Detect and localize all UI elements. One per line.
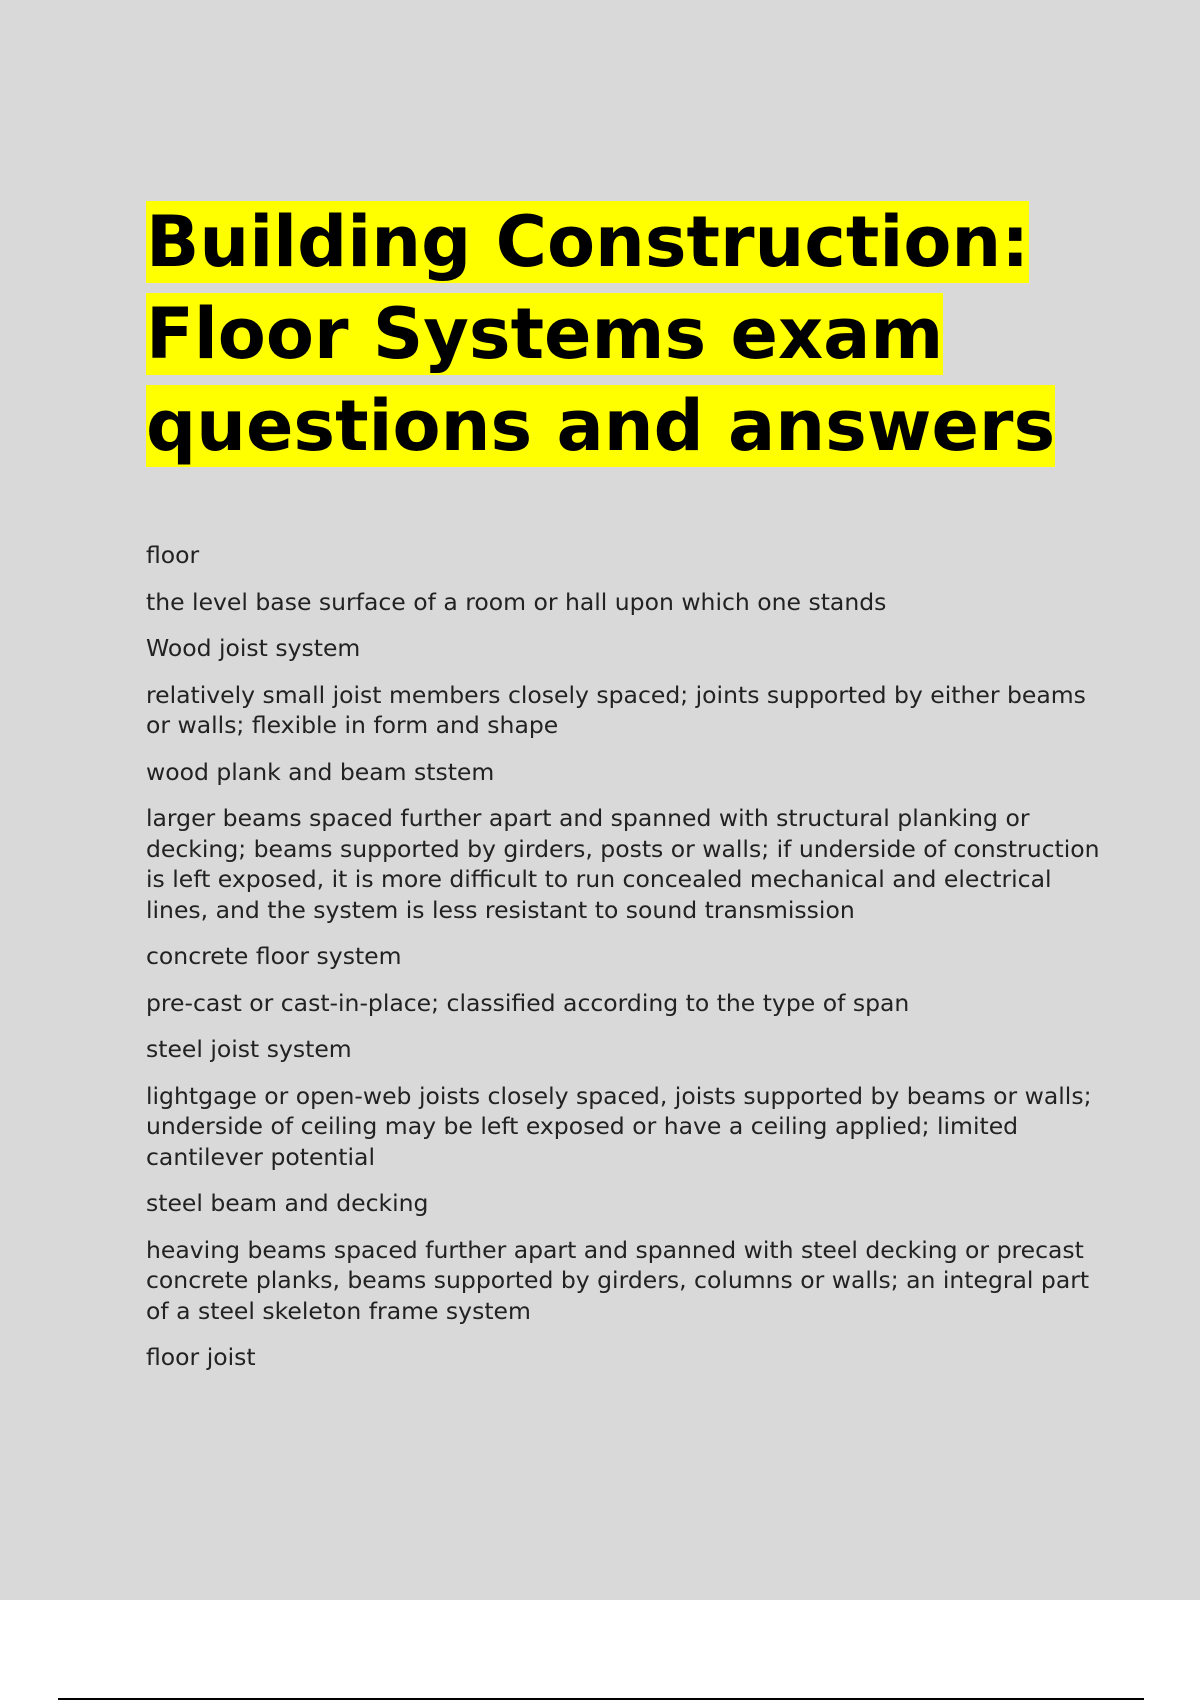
qa-term: steel beam and decking bbox=[146, 1189, 429, 1217]
qa-term: floor bbox=[146, 541, 200, 569]
qa-term: floor joist bbox=[146, 1343, 256, 1371]
title-line-3: questions and answers bbox=[146, 385, 1056, 467]
title-line-2: Floor Systems exam bbox=[146, 293, 944, 375]
qa-definition: pre-cast or cast-in-place; classified according to the type of span bbox=[146, 988, 910, 1017]
qa-definition: relatively small joist members closely spaced; joints supported by either beams or walls; flexible in form and shape bbox=[146, 680, 1086, 739]
document-content bbox=[146, 196, 1106, 1389]
qa-definition: larger beams spaced further apart and spanned with structural planking or decking; beams supported by girders, posts or walls; if underside of construction is left exposed, it is more difficult to run concealed mechanical and electrical lines, and the system is less resistant to sound transmission bbox=[146, 804, 1100, 924]
qa-list bbox=[146, 540, 1106, 1373]
qa-definition: the level base surface of a room or hall upon which one stands bbox=[146, 587, 887, 616]
qa-term: wood plank and beam ststem bbox=[146, 757, 495, 786]
qa-definition: heaving beams spaced further apart and spanned with steel decking or precast concrete planks, beams supported by girders, columns or walls; an integral part of a steel skeleton frame system bbox=[146, 1235, 1090, 1325]
title-line-1: Building Construction: bbox=[146, 201, 1030, 283]
qa-term: concrete floor system bbox=[146, 942, 402, 970]
qa-term: Wood joist system bbox=[146, 634, 361, 662]
page-footer-area bbox=[0, 1600, 1200, 1700]
qa-term: steel joist system bbox=[146, 1035, 352, 1063]
qa-definition: lightgage or open-web joists closely spaced, joists supported by beams or walls; underside of ceiling may be left exposed or have a ceiling applied; limited cantilever potential bbox=[146, 1081, 1092, 1171]
document-title bbox=[146, 196, 1106, 472]
